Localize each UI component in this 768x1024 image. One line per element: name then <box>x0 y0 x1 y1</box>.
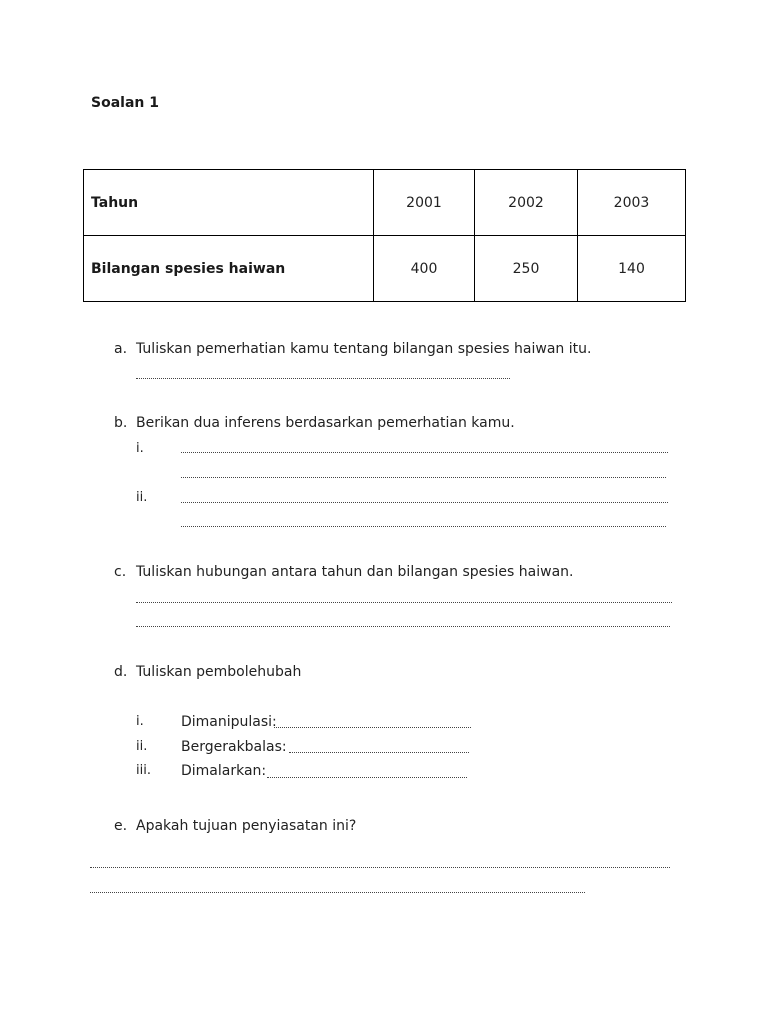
item-number: i. <box>136 441 144 456</box>
variable-label-manipulated: Dimanipulasi: <box>181 714 277 730</box>
answer-line[interactable] <box>136 378 510 379</box>
answer-line[interactable] <box>181 477 666 478</box>
table-row <box>84 170 686 236</box>
table-cell: 400 <box>374 236 475 302</box>
question-d-text: Tuliskan pembolehubah <box>136 664 302 680</box>
answer-line[interactable] <box>267 777 467 778</box>
item-number: ii. <box>136 739 148 754</box>
row-label-year: Tahun <box>84 170 374 236</box>
answer-line[interactable] <box>289 752 469 753</box>
row-label-species: Bilangan spesies haiwan <box>84 236 374 302</box>
question-e-text: Apakah tujuan penyiasatan ini? <box>136 818 357 834</box>
question-a-letter: a. <box>114 341 128 357</box>
answer-line[interactable] <box>136 626 670 627</box>
table-cell: 2001 <box>374 170 475 236</box>
item-number: iii. <box>136 763 151 778</box>
answer-line[interactable] <box>181 502 668 503</box>
table-cell: 250 <box>475 236 578 302</box>
table-cell: 2003 <box>578 170 686 236</box>
item-number: i. <box>136 714 144 729</box>
variable-label-constant: Dimalarkan: <box>181 763 267 779</box>
item-number: ii. <box>136 490 148 505</box>
data-table <box>83 169 686 302</box>
answer-line[interactable] <box>90 892 585 893</box>
table-cell: 140 <box>578 236 686 302</box>
variable-label-responding: Bergerakbalas: <box>181 739 287 755</box>
page-heading: Soalan 1 <box>91 95 159 111</box>
answer-line[interactable] <box>136 602 672 603</box>
question-a-text: Tuliskan pemerhatian kamu tentang bilangan spesies haiwan itu. <box>136 341 592 357</box>
question-b-letter: b. <box>114 415 128 431</box>
question-e-letter: e. <box>114 818 128 834</box>
question-c-text: Tuliskan hubungan antara tahun dan bilangan spesies haiwan. <box>136 564 574 580</box>
table-cell: 2002 <box>475 170 578 236</box>
question-d-letter: d. <box>114 664 128 680</box>
question-c-letter: c. <box>114 564 127 580</box>
answer-line[interactable] <box>90 867 670 868</box>
question-b-text: Berikan dua inferens berdasarkan pemerhatian kamu. <box>136 415 515 431</box>
answer-line[interactable] <box>181 452 668 453</box>
table-row <box>84 236 686 302</box>
answer-line[interactable] <box>274 727 471 728</box>
answer-line[interactable] <box>181 526 666 527</box>
